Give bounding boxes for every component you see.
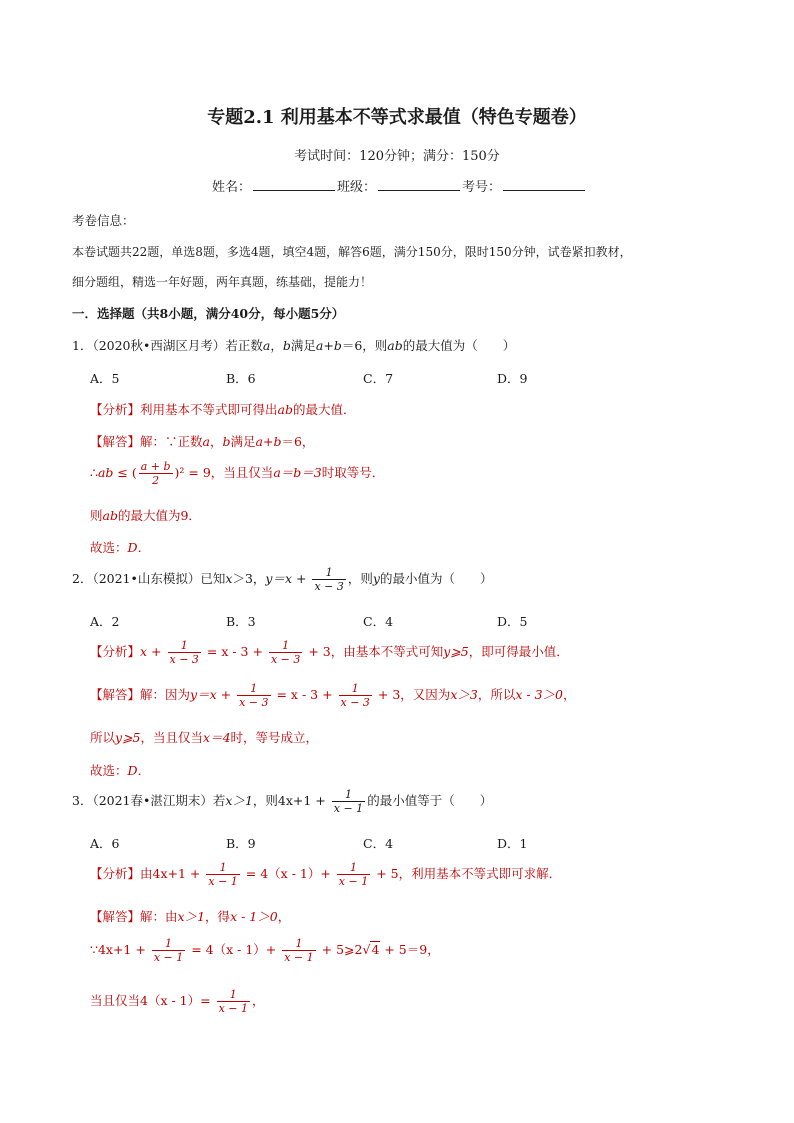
q3-option-b: B．9	[226, 836, 256, 851]
q3-stem-d: 的最小值等于（ ）	[367, 793, 493, 808]
q2-stem-fraction	[312, 566, 345, 593]
q2-choose-label: 故选：	[90, 763, 128, 778]
q2-line2-d: x＝4	[203, 730, 231, 745]
q3-analysis-c: + 5，利用基本不等式即可求解．	[372, 866, 562, 881]
q3-stem-c: ，则4x+1 +	[252, 793, 330, 808]
q3-frac-den: x − 1	[333, 802, 364, 815]
student-info-line	[212, 176, 587, 195]
q1-cond: a+b	[315, 338, 342, 353]
q2-answer-frac-1-num: 1	[250, 682, 258, 695]
q2-answer-line-2	[90, 728, 318, 746]
q3-line2-frac-2	[282, 937, 315, 964]
q3-line2-frac-1	[152, 937, 185, 964]
q1-answer-sep: ，	[209, 434, 223, 449]
q3-stem-a: 3．（2021春•湛江期末）若	[72, 793, 226, 808]
section-heading: 一．选择题（共8小题，满分40分，每小题5分）	[72, 306, 345, 321]
q1-fraction	[139, 460, 173, 487]
q3-analysis-frac-1	[206, 861, 239, 888]
q3-line3-frac	[217, 988, 250, 1015]
q3-line2-sqrt: 4	[371, 942, 380, 957]
q1-stem-a: 1．（2020秋•西湖区月考）若正数	[72, 338, 263, 353]
notice-line-1: 本卷试题共22题，单选8题，多选4题，填空4题，解答6题，满分150分，限时150分钟，试卷紧扣教材，	[72, 245, 632, 259]
notice-line-2: 细分题组，精选一年好题，两年真题，练基础，提能力！	[72, 275, 373, 289]
q3-analysis	[90, 861, 561, 888]
q2-analysis-a: x +	[140, 644, 166, 659]
q3-line2-c: + 5⩾2	[317, 942, 363, 957]
q1-sep: ，	[270, 338, 283, 353]
q1-var-a: a	[262, 338, 271, 353]
q1-choose	[90, 538, 150, 556]
q3-line2-d: + 5＝9，	[380, 942, 440, 957]
q3-answer-d: x - 1＞0	[230, 909, 278, 924]
q2-line2-a: 所以	[90, 730, 116, 745]
q1-option-b: B．6	[226, 371, 256, 386]
q2-stem	[72, 566, 492, 593]
q1-stem	[72, 336, 515, 354]
q2-option-b: B．3	[226, 614, 256, 629]
number-label: 考号：	[462, 180, 502, 195]
q2-answer	[90, 682, 576, 709]
q2-frac-den: x − 3	[314, 580, 344, 593]
q1-result-a: 则	[90, 508, 103, 523]
q2-option-c: C．4	[363, 614, 394, 629]
q1-analysis-a: 利用基本不等式即可得出	[140, 402, 278, 417]
q2-answer-frac-1-den: x − 3	[239, 696, 269, 709]
q2-stem-y: y	[372, 571, 380, 586]
q2-analysis	[90, 639, 569, 666]
q1-choice: D．	[127, 540, 151, 555]
q2-analysis-d: y⩾5	[443, 644, 469, 659]
q2-answer-c: = x - 3 +	[272, 687, 337, 702]
q3-analysis-b: = 4（x - 1）+	[241, 866, 335, 881]
q2-analysis-frac-2-den: x − 3	[270, 653, 301, 666]
q3-answer-line-3	[90, 988, 265, 1015]
q2-analysis-frac-2-num: 1	[282, 639, 290, 652]
q1-analysis-b: 的最大值．	[293, 402, 356, 417]
q1-answer-a: 解：∵正数	[140, 434, 203, 449]
class-blank	[378, 179, 460, 191]
q3-analysis-frac-1-den: x − 1	[208, 875, 238, 888]
q3-line3-a: 当且仅当4（x - 1）=	[90, 993, 215, 1008]
q2-analysis-c: + 3，由基本不等式可知	[304, 644, 444, 659]
q1-ineq-eq: a＝b＝3	[273, 465, 322, 480]
q2-option-a: A．2	[90, 614, 120, 629]
q3-frac-num: 1	[344, 788, 352, 801]
q3-answer-e: ，	[277, 909, 291, 924]
q2-answer-h: ，	[562, 687, 576, 702]
q3-analysis-frac-2-den: x − 1	[338, 875, 369, 888]
notice-heading: 考卷信息：	[72, 213, 135, 228]
q1-ineq-b: ≤ (	[113, 465, 137, 480]
q3-answer-b: x＞1	[177, 909, 206, 924]
q1-stem-b: 满足	[290, 338, 316, 353]
q1-option-d: D．9	[497, 371, 528, 386]
q3-analysis-tag: 【分析】	[90, 866, 141, 881]
q3-analysis-a: 由4x+1 +	[140, 866, 205, 881]
q2-line2-e: 时，等号成立，	[230, 730, 319, 745]
q2-stem-c: y＝x +	[265, 571, 311, 586]
name-label: 姓名：	[212, 180, 252, 195]
q1-answer-var-a: a	[202, 434, 210, 449]
q2-choose	[90, 761, 150, 779]
q2-analysis-frac-2	[269, 639, 302, 666]
q1-answer-tag: 【解答】	[90, 434, 141, 449]
q1-result	[90, 506, 201, 524]
exam-info: 考试时间：120分钟；满分：150分	[294, 149, 500, 164]
q2-choice: D．	[127, 763, 151, 778]
q1-stem-d: 的最大值为（ ）	[402, 338, 516, 353]
q1-option-a: A．5	[90, 371, 120, 386]
q2-answer-frac-2	[339, 682, 372, 709]
q1-frac-num: a + b	[140, 460, 171, 473]
q2-answer-a: 解：因为	[140, 687, 191, 702]
q2-analysis-e: ，即可得最小值．	[468, 644, 569, 659]
q1-stem-c: ＝6，则	[341, 338, 388, 353]
q2-frac-num: 1	[325, 566, 333, 579]
q3-line2-frac-2-num: 1	[295, 937, 303, 950]
q2-answer-b: y＝x +	[190, 687, 236, 702]
q2-analysis-frac-1-den: x − 3	[169, 653, 199, 666]
q1-answer-cond: a+b	[255, 434, 282, 449]
q2-answer-d: + 3，又因为	[373, 687, 451, 702]
q3-answer-a: 解：由	[140, 909, 178, 924]
q3-line2-a: ∵4x+1 +	[90, 942, 150, 957]
q3-answer-line-2: ∵4x+1 + $\frac{1}{x - 1}$ = 4（x - 1）+ $\frac{1}{x - 1}$ + 5⩾2√4 + 5＝9，	[90, 937, 440, 964]
q3-analysis-frac-1-num: 1	[219, 861, 227, 874]
q1-analysis-var: ab	[277, 402, 293, 417]
q3-line2-frac-2-den: x − 1	[284, 951, 314, 964]
q3-option-a: A．6	[90, 836, 120, 851]
q3-line3-frac-den: x − 1	[218, 1002, 248, 1015]
q2-option-d: D．5	[497, 614, 528, 629]
q2-analysis-tag: 【分析】	[90, 644, 141, 659]
class-label: 班级：	[337, 180, 377, 195]
q1-var-b: b	[282, 338, 291, 353]
name-blank	[253, 179, 335, 191]
q1-analysis	[90, 400, 356, 418]
page-title: 专题2.1 利用基本不等式求最值（特色专题卷）	[207, 107, 587, 128]
q3-line2-b: = 4（x - 1）+	[187, 942, 281, 957]
q2-stem-x: x	[225, 571, 233, 586]
q3-analysis-frac-2-num: 1	[350, 861, 357, 874]
q3-stem-b: x＞1	[225, 793, 253, 808]
q2-answer-e: x＞3	[450, 687, 478, 702]
q3-stem-fraction	[332, 788, 365, 815]
q2-stem-d: ，则	[347, 571, 373, 586]
q1-inequality	[90, 460, 384, 487]
q1-answer-var-b: b	[222, 434, 231, 449]
q2-answer-frac-1	[237, 682, 270, 709]
q2-stem-e: 的最小值为（ ）	[379, 571, 493, 586]
q2-line2-b: y⩾5	[115, 730, 141, 745]
q1-choose-label: 故选：	[90, 540, 128, 555]
q1-ineq-ab: ab	[97, 465, 114, 480]
q3-answer-tag: 【解答】	[90, 909, 141, 924]
q1-result-var: ab	[102, 508, 118, 523]
q1-ineq-c: )² = 9，当且仅当	[174, 465, 274, 480]
q1-ineq-a: ∴	[90, 465, 98, 480]
q1-answer-b: 满足	[230, 434, 256, 449]
q1-answer	[90, 432, 314, 450]
q3-line3-b: ，	[252, 993, 265, 1008]
q3-stem	[72, 788, 492, 815]
q1-var-ab: ab	[387, 338, 403, 353]
q1-result-b: 的最大值为9．	[117, 508, 201, 523]
number-blank	[503, 179, 585, 191]
q3-line2-frac-1-num: 1	[165, 937, 173, 950]
q2-answer-frac-2-den: x − 3	[340, 696, 370, 709]
q2-answer-tag: 【解答】	[90, 687, 141, 702]
q2-stem-b: ＞3，	[232, 571, 266, 586]
q2-analysis-b: = x - 3 +	[202, 644, 267, 659]
q3-line2-frac-1-den: x − 1	[153, 951, 184, 964]
q1-ineq-d: 时取等号．	[321, 465, 385, 480]
q3-answer-c: ，得	[205, 909, 231, 924]
q3-line3-frac-num: 1	[229, 988, 237, 1001]
q1-frac-den: 2	[139, 473, 173, 487]
q1-answer-c: ＝6，	[281, 434, 315, 449]
q3-answer	[90, 907, 290, 925]
q2-line2-c: ，当且仅当	[140, 730, 204, 745]
q3-option-d: D．1	[497, 836, 528, 851]
q2-analysis-frac-1	[168, 639, 201, 666]
q3-option-c: C．4	[363, 836, 394, 851]
q1-analysis-tag: 【分析】	[90, 402, 141, 417]
q2-answer-f: ，所以	[477, 687, 516, 702]
q2-stem-a: 2．（2021•山东模拟）已知	[72, 571, 226, 586]
q2-answer-g: x - 3＞0	[515, 687, 563, 702]
q1-option-c: C．7	[363, 371, 394, 386]
q2-analysis-frac-1-num: 1	[180, 639, 188, 652]
q2-answer-frac-2-num: 1	[351, 682, 359, 695]
q3-analysis-frac-2	[337, 861, 370, 888]
